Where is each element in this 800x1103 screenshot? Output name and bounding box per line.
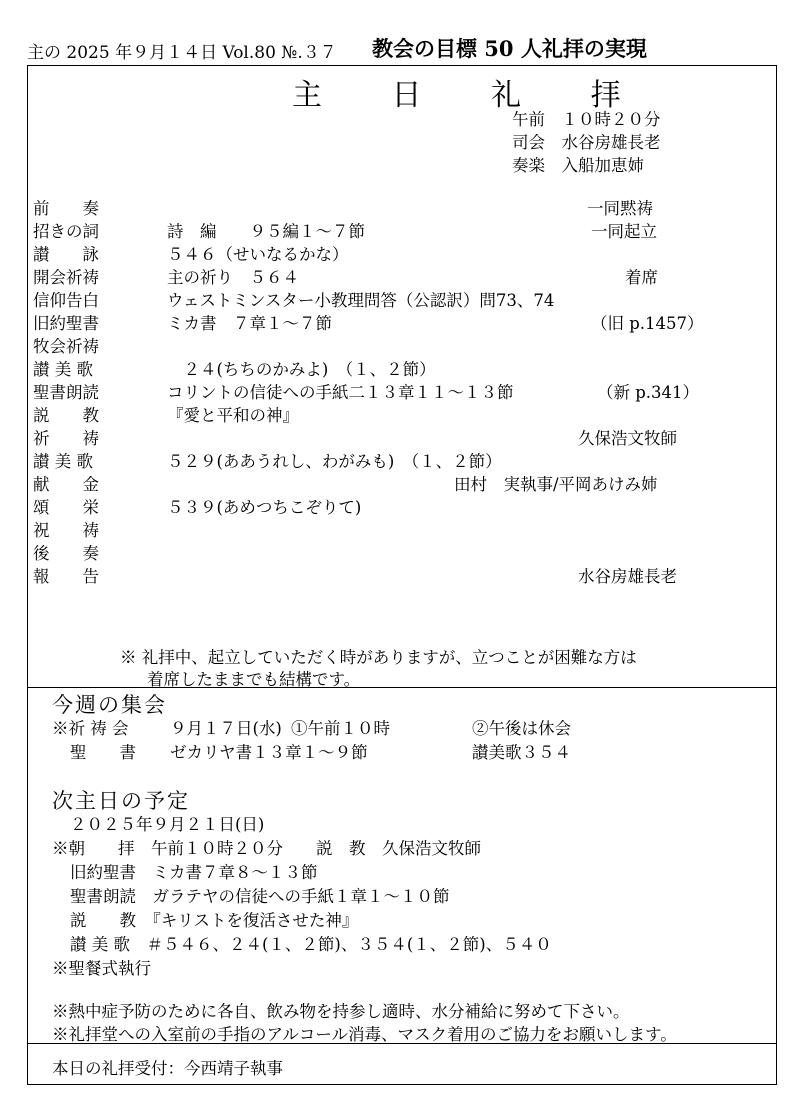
order-label: 讃 詠 [33, 245, 99, 264]
reminder-sanitize: ※礼拝堂への入室前の手指のアルコール消毒、マスク着用のご協力をお願いします。 [52, 1025, 677, 1044]
next-reading: 聖書朗読 ガラテヤの信徒への手紙１章１〜１０節 [70, 887, 450, 906]
order-label: 後 奏 [33, 544, 99, 563]
order-label: 頌 栄 [33, 498, 99, 517]
order-content: コリントの信徒への手紙二１３章１１〜１３節 [167, 383, 514, 402]
order-content: 主の祈り ５６４ [167, 268, 299, 287]
order-note: （旧 p.1457） [591, 314, 704, 333]
order-content: ５２９(ああうれし、わがみも) （１、２節） [167, 452, 502, 471]
order-label: 信仰告白 [33, 291, 99, 310]
order-label: 説 教 [33, 406, 99, 425]
service-time: 午前 １０時２０分 [512, 110, 661, 129]
reminder-heatstroke: ※熱中症予防のために各自、飲み物を持参し適時、水分補給に努めて下さい。 [52, 1002, 630, 1021]
order-label: 献 金 [33, 475, 99, 494]
standing-notice-line1: ※ 礼拝中、起立していただく時がありますが、立つことが困難な方は [120, 648, 637, 667]
prayer-meeting-label: ※祈 祷 会 [52, 719, 129, 738]
order-content: ウェストミンスター小教理問答（公認訳）問73、74 [167, 291, 555, 310]
service-organist: 奏楽 入船加恵姉 [512, 156, 644, 175]
order-label: 旧約聖書 [33, 314, 99, 333]
order-note: 一同起立 [591, 222, 657, 241]
order-label: 開会祈祷 [33, 268, 99, 287]
order-note: （新 p.341） [597, 383, 700, 402]
order-note: 水谷房雄長老 [578, 567, 677, 586]
order-label: 招きの詞 [33, 222, 99, 241]
order-label: 讃 美 歌 [33, 452, 93, 471]
order-label: 牧会祈祷 [33, 337, 99, 356]
next-old-testament: 旧約聖書 ミカ書７章８〜１３節 [70, 863, 318, 882]
next-sermon: 説 教 『キリストを復活させた神』 [70, 911, 359, 930]
order-note: 着席 [625, 268, 658, 287]
weekly-heading: 今週の集会 [52, 693, 167, 717]
order-label: 祈 祷 [33, 429, 99, 448]
order-content: 『愛と平和の神』 [167, 406, 299, 425]
bible-study-text: ゼカリヤ書１３章１〜９節 [170, 743, 368, 762]
standing-notice-line2: 着席したままでも結構です。 [147, 670, 361, 689]
order-content: ２４(ちちのかみよ) （１、２節） [167, 360, 436, 379]
next-communion: ※聖餐式執行 [52, 959, 151, 978]
church-goal: 教会の目標 50 人礼拝の実現 [372, 36, 647, 61]
order-note: 田村 実執事/平岡あけみ姉 [454, 475, 658, 494]
service-title: 主 日 礼 拝 [292, 78, 651, 113]
bible-study-hymn: 讃美歌３５４ [472, 743, 571, 762]
bible-study-label: 聖 書 [70, 743, 136, 762]
divider-weekly [27, 687, 777, 688]
order-note: 一同黙祷 [587, 199, 653, 218]
order-label: 前 奏 [33, 199, 99, 218]
next-hymns: 讃 美 歌 ＃５４６、２４(１、２節)、３５４(１、２節)、５４０ [70, 935, 552, 954]
order-label: 祝 祷 [33, 521, 99, 540]
prayer-meeting-second: ②午後は休会 [472, 719, 571, 738]
next-sunday-date: ２０２５年９月２１日(日) [70, 815, 265, 834]
service-presider: 司会 水谷房雄長老 [512, 133, 661, 152]
order-label: 聖書朗読 [33, 383, 99, 402]
order-content: 詩 編 ９５編１〜７節 [167, 222, 365, 241]
order-content: ５４６（せいなるかな） [167, 245, 349, 264]
order-content: ミカ書 ７章１〜７節 [167, 314, 332, 333]
order-content: ５３９(あめつちこぞりて) [167, 498, 362, 517]
order-label: 讃 美 歌 [33, 360, 93, 379]
prayer-meeting-date: ９月１７日(水) [170, 719, 282, 738]
order-note: 久保浩文牧師 [578, 429, 677, 448]
next-sunday-heading: 次主日の予定 [52, 789, 190, 813]
bulletin-date-info: 主の 2025 年９月１４日 Vol.80 №.３７ [27, 43, 337, 63]
next-worship: ※朝 拝 午前１０時２０分 説 教 久保浩文牧師 [52, 839, 481, 858]
order-label: 報 告 [33, 567, 99, 586]
prayer-meeting-first: ①午前１０時 [291, 719, 390, 738]
reception-info: 本日の礼拝受付：今西靖子執事 [52, 1059, 283, 1078]
